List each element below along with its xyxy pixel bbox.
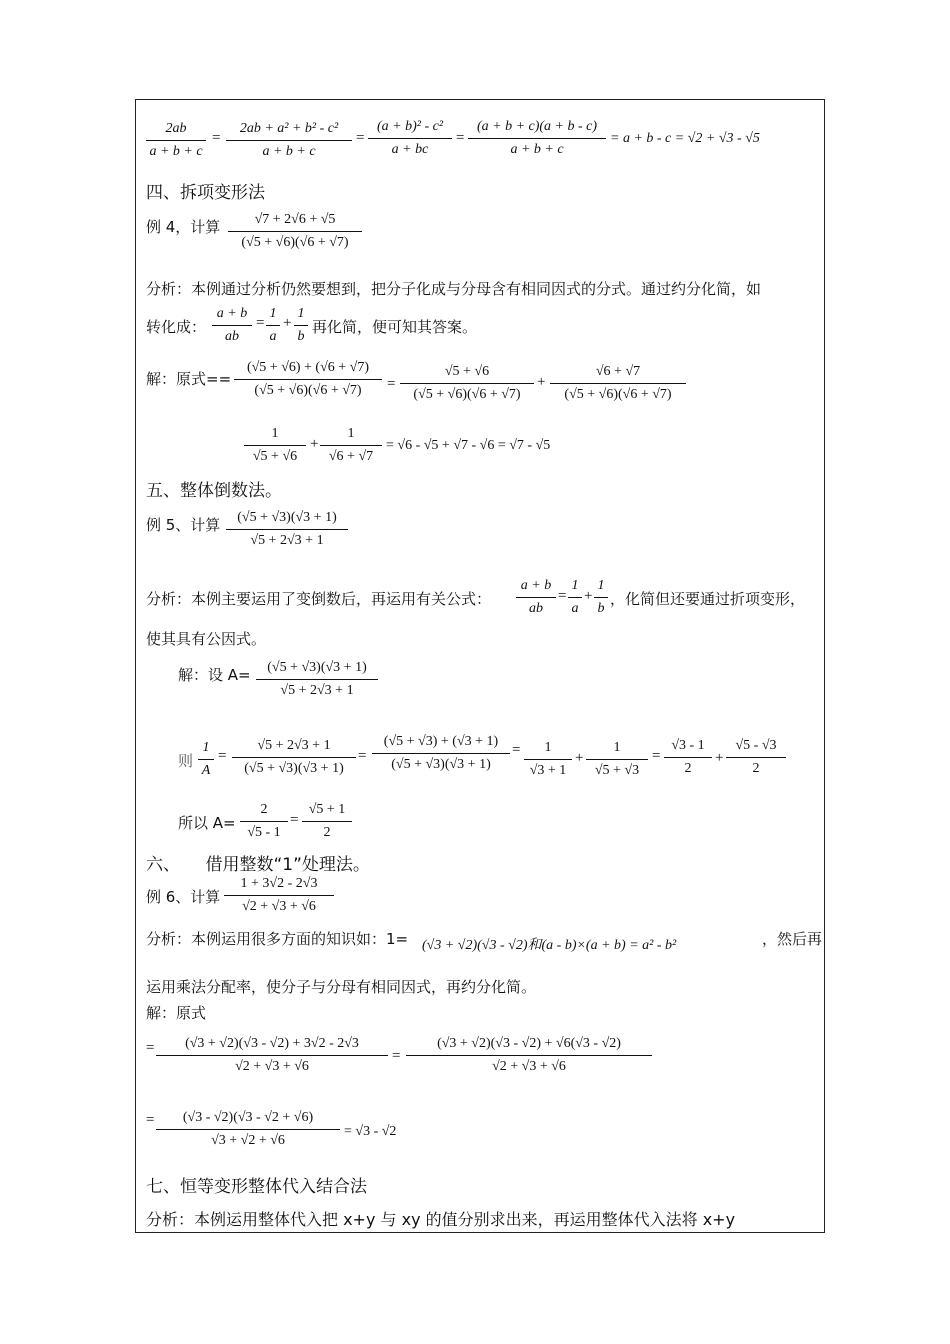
formula-fraction: a + b ab [516, 578, 556, 617]
plus-sign: + [310, 436, 319, 452]
then-fraction-3: 1 √3 + 1 [524, 740, 572, 779]
section-5-analysis-prefix: 分析：本例主要运用了变倒数后，再运用有关公式： [146, 590, 492, 608]
so-fraction-1: 2 √5 - 1 [240, 802, 288, 841]
then-fraction-2: (√5 + √3) + (√3 + 1) (√5 + √3)(√3 + 1) [372, 734, 510, 773]
then-fraction-1: √5 + 2√3 + 1 (√5 + √3)(√3 + 1) [232, 738, 356, 777]
section-6-analysis-math: (√3 + √2)(√3 - √2)和(a - b)×(a + b) = a² - b² [422, 938, 677, 953]
equals-sign: = [456, 130, 465, 146]
one-over-a-fraction: 1 A [198, 740, 214, 779]
plus-sign: + [715, 750, 724, 766]
formula-term-1: 1 a [568, 578, 582, 617]
section-5-analysis-line-2: 使其具有公因式。 [146, 630, 267, 648]
example-4-expression: √7 + 2√6 + √5 (√5 + √6)(√6 + √7) [228, 212, 362, 251]
plus-sign: + [584, 588, 593, 604]
solution-6-fraction-1: (√3 + √2)(√3 - √2) + 3√2 - 2√3 √2 + √3 + √6 [156, 1036, 388, 1075]
ex3-fraction-1: 2ab a + b + c [146, 121, 206, 160]
section-4-analysis-line-2-suffix: 再化简，便可知其答案。 [312, 318, 478, 336]
solution-4-fraction-3: √6 + √7 (√5 + √6)(√6 + √7) [550, 364, 686, 403]
equals-sign: = [392, 1048, 401, 1064]
set-a-fraction: (√5 + √3)(√3 + 1) √5 + 2√3 + 1 [256, 660, 378, 699]
section-5-set-label: 解：设 A= [178, 666, 251, 684]
equals-sign: = [387, 376, 396, 392]
example-6-expression: 1 + 3√2 - 2√3 √2 + √3 + √6 [224, 876, 334, 915]
plus-sign: + [283, 315, 292, 331]
equals-sign: = [356, 130, 365, 146]
example-5-expression: (√5 + √3)(√3 + 1) √5 + 2√3 + 1 [226, 510, 348, 549]
formula-term-1: 1 a [266, 306, 280, 345]
equals-sign: = [358, 748, 367, 764]
solution-6-fraction-3: (√3 - √2)(√3 - √2 + √6) √3 + √2 + √6 [156, 1110, 340, 1149]
then-fraction-4: 1 √5 + √3 [586, 740, 648, 779]
section-6-analysis-suffix: ，然后再 [762, 930, 823, 948]
solution-4-fraction-2: √5 + √6 (√5 + √6)(√6 + √7) [400, 364, 534, 403]
solution-4-fraction-1: (√5 + √6) + (√6 + √7) (√5 + √6)(√6 + √7) [234, 360, 382, 399]
equals-sign: = [290, 812, 299, 828]
section-6-heading: 六、 借用整数“1”处理法。 [146, 855, 370, 875]
example-6-label: 例 6、计算 [146, 888, 221, 906]
section-7-heading: 七、恒等变形整体代入结合法 [146, 1177, 367, 1197]
plus-sign: + [537, 374, 546, 390]
solution-6-fraction-2: (√3 + √2)(√3 - √2) + √6(√3 - √2) √2 + √3 + √6 [406, 1036, 652, 1075]
formula-fraction: a + b ab [212, 306, 252, 345]
section-6-solution-label: 解：原式 [146, 1004, 207, 1022]
plus-sign: + [575, 750, 584, 766]
ex3-fraction-2: 2ab + a² + b² - c² a + b + c [226, 121, 352, 160]
section-4-analysis-line-1: 分析：本例通过分析仍然要想到，把分子化成与分母含有相同因式的分式。通过约分化简，如 [146, 280, 762, 298]
equals-sign: = [512, 742, 521, 758]
section-5-heading: 五、整体倒数法。 [146, 481, 282, 501]
so-fraction-2: √5 + 1 2 [302, 802, 352, 841]
formula-term-2: 1 b [294, 306, 308, 345]
then-fraction-5: √3 - 1 2 [664, 738, 712, 777]
solution-4-result: = √6 - √5 + √7 - √6 = √7 - √5 [386, 438, 551, 453]
section-4-solution-label: 解：原式== [146, 370, 232, 388]
equals-sign: = [146, 1040, 155, 1056]
solution-4-fraction-4: 1 √5 + √6 [244, 426, 306, 465]
equals-sign: = [652, 748, 661, 764]
section-7-analysis: 分析：本例运用整体代入把 x+y 与 xy 的值分别求出来，再运用整体代入法将 x+y [146, 1210, 736, 1229]
so-a-label: 所以 A= [178, 814, 236, 832]
formula-term-2: 1 b [594, 578, 608, 617]
then-label: 则 [178, 752, 194, 770]
solution-6-result: = √3 - √2 [344, 1124, 397, 1139]
example-4-label: 例 4，计算 [146, 218, 221, 236]
equals-sign: = [256, 315, 265, 331]
equals-sign: = [212, 130, 221, 146]
section-4-analysis-line-2-prefix: 转化成： [146, 318, 207, 336]
solution-4-fraction-5: 1 √6 + √7 [320, 426, 382, 465]
section-6-analysis-prefix: 分析：本例运用很多方面的知识如：1= [146, 930, 409, 948]
equals-sign: = [218, 748, 227, 764]
ex3-fraction-4: (a + b + c)(a + b - c) a + b + c [468, 119, 606, 158]
then-fraction-6: √5 - √3 2 [726, 738, 786, 777]
section-5-analysis-suffix: ，化简但还要通过折项变形， [610, 590, 806, 608]
section-4-heading: 四、拆项变形法 [146, 183, 265, 203]
example-5-label: 例 5、计算 [146, 516, 221, 534]
ex3-result: = a + b - c = √2 + √3 - √5 [610, 131, 760, 146]
section-6-analysis-line-2: 运用乘法分配率，使分子与分母有相同因式，再约分化简。 [146, 978, 537, 996]
ex3-fraction-3: (a + b)² - c² a + bc [368, 119, 452, 158]
equals-sign: = [146, 1112, 155, 1128]
equals-sign: = [558, 588, 567, 604]
